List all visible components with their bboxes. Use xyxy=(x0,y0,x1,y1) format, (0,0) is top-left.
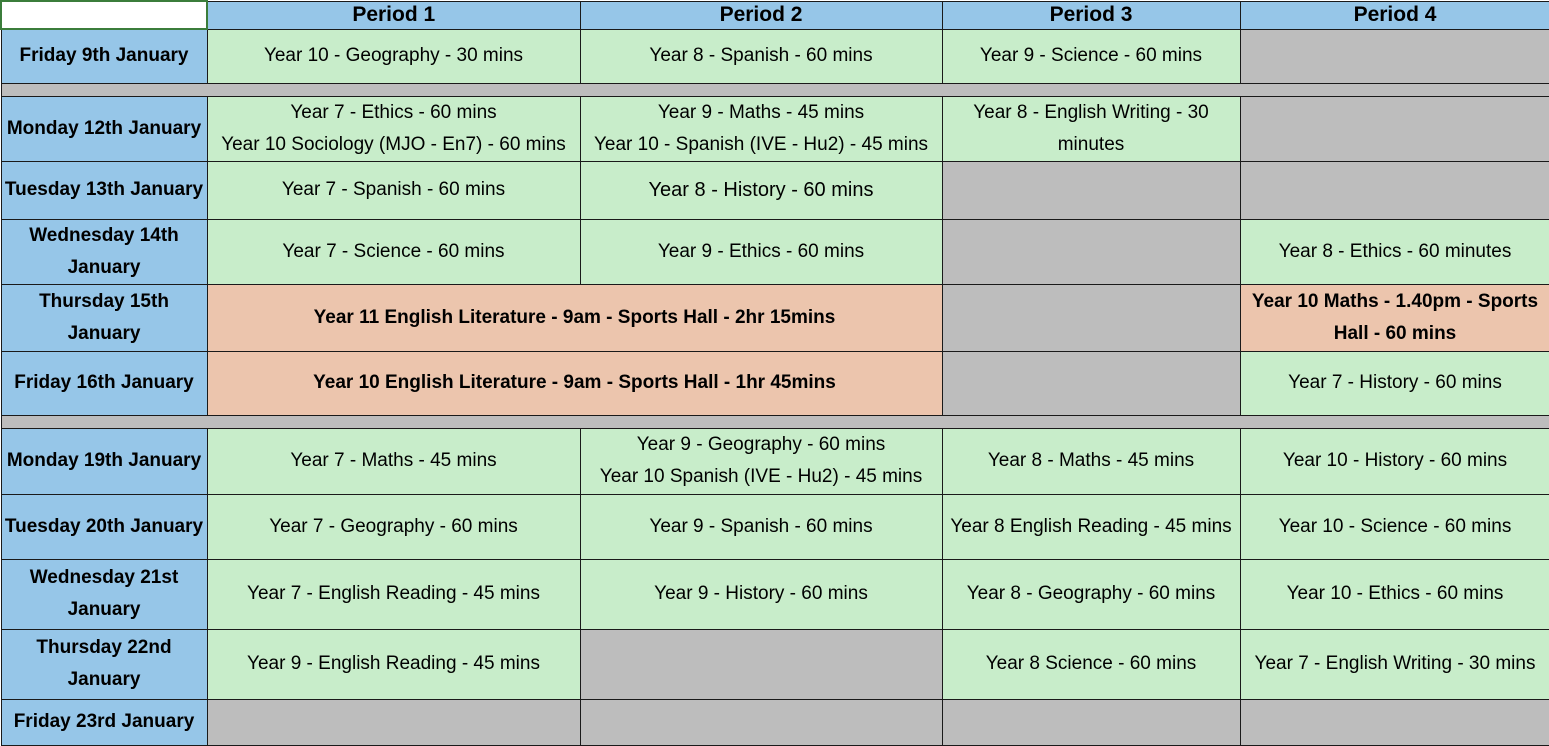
day-label[interactable]: Wednesday 21st January xyxy=(1,559,207,629)
exam-cell[interactable] xyxy=(207,96,580,161)
empty-cell[interactable] xyxy=(942,161,1240,219)
exam-cell[interactable]: Year 9 - English Reading - 45 mins xyxy=(207,629,580,699)
exam-cell[interactable]: Year 10 - Geography - 30 mins xyxy=(207,29,580,83)
separator-cell xyxy=(1,415,1549,428)
table-row xyxy=(1,29,1549,83)
day-label[interactable]: Tuesday 13th January xyxy=(1,161,207,219)
exam-line: Year 7 - Ethics - 60 mins xyxy=(290,101,497,123)
day-label[interactable]: Tuesday 20th January xyxy=(1,494,207,559)
header-row xyxy=(1,1,1549,29)
separator-cell xyxy=(1,83,1549,96)
table-row xyxy=(1,161,1549,219)
exam-cell[interactable]: Year 10 - Science - 60 mins xyxy=(1240,494,1549,559)
exam-cell[interactable]: Year 7 - Geography - 60 mins xyxy=(207,494,580,559)
table-row xyxy=(1,629,1549,699)
empty-cell[interactable] xyxy=(207,699,580,745)
exam-line: Year 10 Spanish (IVE - Hu2) - 45 mins xyxy=(599,466,923,487)
exam-cell[interactable]: Year 10 - History - 60 mins xyxy=(1240,428,1549,494)
table-row xyxy=(1,96,1549,161)
table-row xyxy=(1,428,1549,494)
empty-cell[interactable] xyxy=(942,219,1240,284)
week-separator xyxy=(1,83,1549,96)
table-row xyxy=(1,284,1549,351)
exam-cell[interactable]: Year 10 Maths - 1.40pm - Sports Hall - 60 mins xyxy=(1240,284,1549,351)
day-label[interactable]: Wednesday 14th January xyxy=(1,219,207,284)
table-row xyxy=(1,219,1549,284)
exam-cell[interactable]: Year 8 - Geography - 60 mins xyxy=(942,559,1240,629)
exam-cell[interactable]: Year 7 - Maths - 45 mins xyxy=(207,428,580,494)
empty-cell[interactable] xyxy=(1240,96,1549,161)
header-period-2[interactable]: Period 2 xyxy=(580,1,942,29)
week-separator xyxy=(1,415,1549,428)
empty-cell[interactable] xyxy=(580,629,942,699)
exam-cell[interactable]: Year 7 - English Reading - 45 mins xyxy=(207,559,580,629)
exam-cell[interactable]: Year 9 - History - 60 mins xyxy=(580,559,942,629)
table-row xyxy=(1,494,1549,559)
empty-cell[interactable] xyxy=(580,699,942,745)
day-label[interactable]: Friday 23rd January xyxy=(1,699,207,745)
exam-cell[interactable]: Year 7 - English Writing - 30 mins xyxy=(1240,629,1549,699)
exam-cell[interactable]: Year 8 - Spanish - 60 mins xyxy=(580,29,942,83)
exam-cell[interactable]: Year 9 - Ethics - 60 mins xyxy=(580,219,942,284)
exam-cell[interactable]: Year 8 English Reading - 45 mins xyxy=(942,494,1240,559)
exam-cell[interactable]: Year 9 - Spanish - 60 mins xyxy=(580,494,942,559)
empty-cell[interactable] xyxy=(942,351,1240,415)
table-row xyxy=(1,351,1549,415)
exam-cell[interactable]: Year 8 - Maths - 45 mins xyxy=(942,428,1240,494)
empty-cell[interactable] xyxy=(942,284,1240,351)
table-row xyxy=(1,699,1549,745)
exam-cell[interactable] xyxy=(580,96,942,161)
day-label[interactable]: Friday 16th January xyxy=(1,351,207,415)
header-period-3[interactable]: Period 3 xyxy=(942,1,1240,29)
day-label[interactable]: Monday 12th January xyxy=(1,96,207,161)
day-label[interactable]: Thursday 15th January xyxy=(1,284,207,351)
exam-cell-merged[interactable]: Year 10 English Literature - 9am - Sports Hall - 1hr 45mins xyxy=(207,351,942,415)
header-period-1[interactable]: Period 1 xyxy=(207,1,580,29)
exam-cell[interactable]: Year 8 - English Writing - 30 minutes xyxy=(942,96,1240,161)
exam-cell[interactable]: Year 7 - History - 60 mins xyxy=(1240,351,1549,415)
exam-line: Year 9 - Maths - 45 mins xyxy=(657,101,865,123)
empty-cell[interactable] xyxy=(1240,161,1549,219)
exam-line: Year 9 - Geography - 60 mins xyxy=(636,434,886,455)
exam-cell-merged[interactable]: Year 11 English Literature - 9am - Sports Hall - 2hr 15mins xyxy=(207,284,942,351)
exam-cell[interactable]: Year 7 - Spanish - 60 mins xyxy=(207,161,580,219)
day-label[interactable]: Monday 19th January xyxy=(1,428,207,494)
empty-cell[interactable] xyxy=(1240,29,1549,83)
header-period-4[interactable]: Period 4 xyxy=(1240,1,1549,29)
exam-line: Year 10 Sociology (MJO - En7) - 60 mins xyxy=(221,133,566,155)
day-label[interactable]: Thursday 22nd January xyxy=(1,629,207,699)
table-row xyxy=(1,559,1549,629)
empty-cell[interactable] xyxy=(1240,699,1549,745)
exam-cell[interactable]: Year 9 - Science - 60 mins xyxy=(942,29,1240,83)
corner-cell[interactable] xyxy=(1,1,207,29)
exam-cell[interactable] xyxy=(580,428,942,494)
exam-line: Year 10 - Spanish (IVE - Hu2) - 45 mins xyxy=(593,133,929,155)
exam-cell[interactable]: Year 8 - Ethics - 60 minutes xyxy=(1240,219,1549,284)
exam-cell[interactable]: Year 10 - Ethics - 60 mins xyxy=(1240,559,1549,629)
exam-cell[interactable]: Year 7 - Science - 60 mins xyxy=(207,219,580,284)
empty-cell[interactable] xyxy=(942,699,1240,745)
day-label[interactable]: Friday 9th January xyxy=(1,29,207,83)
exam-cell[interactable]: Year 8 - History - 60 mins xyxy=(580,161,942,219)
exam-cell[interactable]: Year 8 Science - 60 mins xyxy=(942,629,1240,699)
